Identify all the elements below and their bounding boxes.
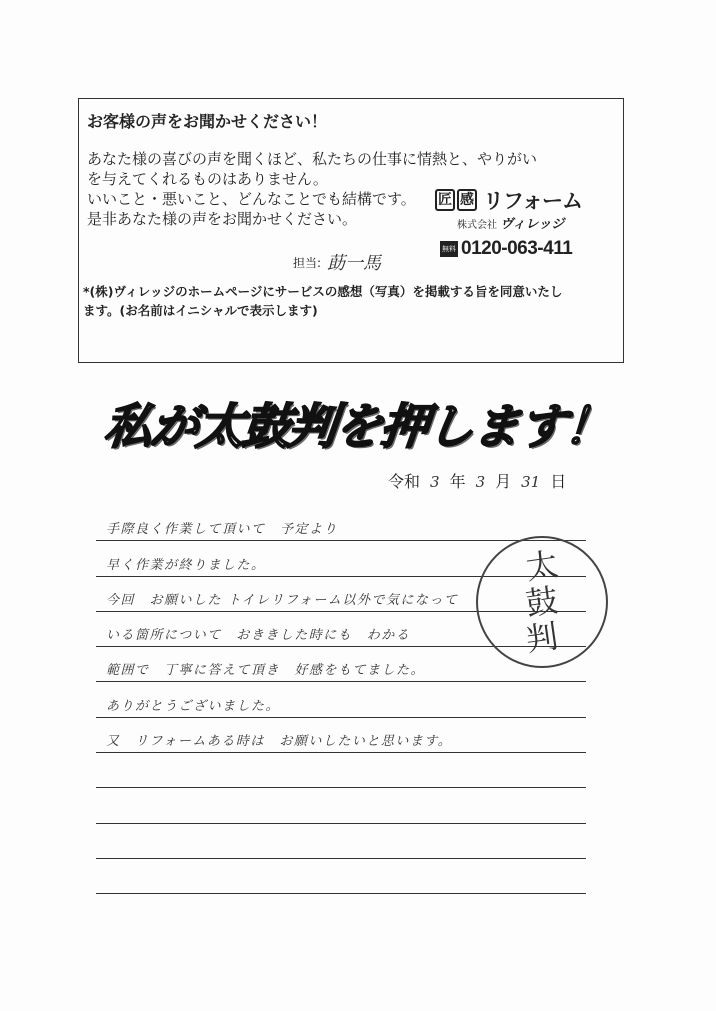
comment-text: ありがとうございました。 <box>106 698 281 714</box>
intro-line: あなた様の喜びの声を聞くほど、私たちの仕事に情熱と、やりがい <box>87 150 538 168</box>
date-month-label: 月 <box>495 472 512 491</box>
date-day-label: 日 <box>550 472 567 491</box>
stamp-char: 太 <box>523 544 561 588</box>
consent-line: ます。(お名前はイニシャルで表示します) <box>83 303 318 318</box>
company-name-text: ヴィレッジ <box>500 217 565 232</box>
comment-line <box>96 788 586 823</box>
date-field <box>388 469 566 492</box>
date-era: 令和 <box>388 472 421 491</box>
company-prefix: 株式会社 <box>457 220 497 231</box>
comment-line <box>96 859 586 894</box>
intro-line: を与えてくれるものはありません。 <box>87 170 328 188</box>
company-name <box>457 213 620 232</box>
comment-text: 又 リフォームある時は お願いしたいと思います。 <box>106 734 453 750</box>
taikoban-stamp <box>476 536 608 668</box>
company-logo <box>435 185 620 215</box>
consent-line: *(株)ヴィレッジのホームページにサービスの感想（写真）を掲載する旨を同意いたし <box>83 284 563 299</box>
phone-number-text: 0120-063-411 <box>461 238 573 259</box>
logo-kanji-2: 感 <box>457 189 477 211</box>
logo-kanji-1: 匠 <box>435 189 455 211</box>
stamp-char: 鼓 <box>523 580 561 624</box>
comment-text: 早く作業が終りました。 <box>106 557 266 573</box>
staff-signature: 莇一馬 <box>327 253 382 274</box>
comment-text: いる箇所について おききした時にも わかる <box>106 628 411 644</box>
staff-field <box>293 249 381 275</box>
staff-label: 担当: <box>293 255 322 270</box>
headline: 私が太鼓判を押します！ <box>101 399 614 455</box>
company-brand <box>435 185 620 260</box>
date-month: 3 <box>475 473 486 491</box>
free-dial-icon: 無料 <box>440 241 458 257</box>
comment-line <box>96 824 586 859</box>
comment-text: 今回 お願いした トイレリフォーム以外で気になって <box>106 592 459 608</box>
comment-line <box>96 506 586 541</box>
phone-number <box>440 238 620 260</box>
form-title: お客様の声をお聞かせください！ <box>87 112 328 131</box>
date-day: 31 <box>521 473 541 491</box>
consent-notice <box>83 282 619 320</box>
comment-text: 手際良く作業して頂いて 予定より <box>106 522 339 538</box>
intro-line: 是非あなた様の声をお聞かせください。 <box>87 210 358 228</box>
comment-line <box>96 753 586 788</box>
date-year-label: 年 <box>449 472 466 491</box>
comment-text: 範囲で 丁寧に答えて頂き 好感をもてました。 <box>106 663 426 679</box>
comment-line <box>96 682 586 717</box>
intro-line: いいこと・悪いこと、どんなことでも結構です。 <box>87 190 416 208</box>
date-year: 3 <box>430 473 440 491</box>
stamp-char: 判 <box>523 616 561 660</box>
logo-reform: リフォーム <box>483 189 582 213</box>
comment-line <box>96 718 586 753</box>
customer-voice-form <box>78 98 624 363</box>
